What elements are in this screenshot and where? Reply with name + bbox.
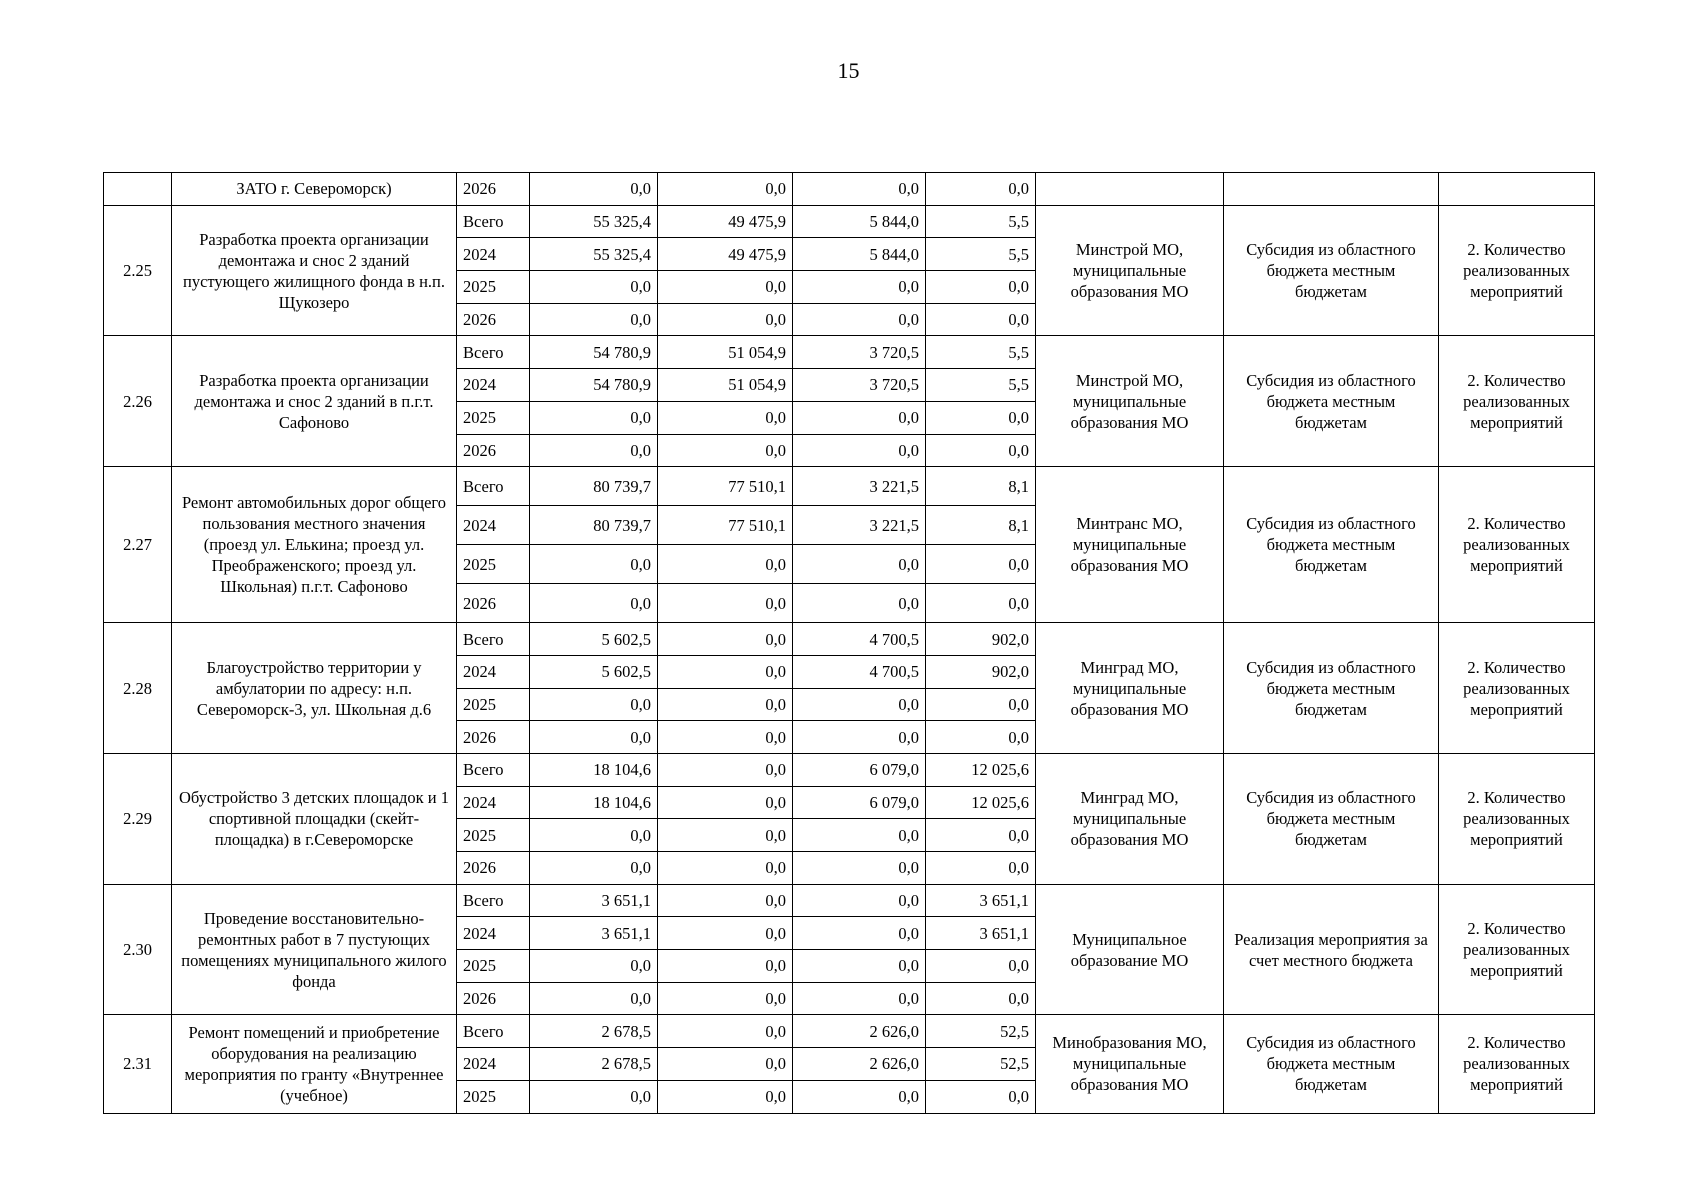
cell-local: 0,0 bbox=[926, 173, 1036, 206]
cell-num: 2.25 bbox=[104, 205, 172, 336]
cell-federal: 0,0 bbox=[658, 917, 793, 950]
cell-federal: 0,0 bbox=[658, 401, 793, 434]
cell-regional: 5 844,0 bbox=[793, 205, 926, 238]
cell-year: 2025 bbox=[457, 271, 530, 304]
cell-year: 2025 bbox=[457, 819, 530, 852]
cell-year: 2024 bbox=[457, 1048, 530, 1081]
cell-local: 0,0 bbox=[926, 434, 1036, 467]
cell-local: 5,5 bbox=[926, 369, 1036, 402]
table-row bbox=[104, 336, 1595, 369]
cell-year: Всего bbox=[457, 205, 530, 238]
cell-year: Всего bbox=[457, 336, 530, 369]
cell-local: 0,0 bbox=[926, 271, 1036, 304]
cell-year: Всего bbox=[457, 1015, 530, 1048]
cell-federal: 51 054,9 bbox=[658, 369, 793, 402]
cell-year: 2026 bbox=[457, 721, 530, 754]
cell-federal: 0,0 bbox=[658, 173, 793, 206]
cell-federal: 0,0 bbox=[658, 545, 793, 584]
cell-federal: 0,0 bbox=[658, 950, 793, 983]
cell-local: 12 025,6 bbox=[926, 786, 1036, 819]
cell-total: 5 602,5 bbox=[530, 623, 658, 656]
cell-regional: 0,0 bbox=[793, 545, 926, 584]
cell-year: 2026 bbox=[457, 584, 530, 623]
cell-regional: 0,0 bbox=[793, 1080, 926, 1113]
cell-federal: 0,0 bbox=[658, 1080, 793, 1113]
cell-name: Разработка проекта организации демонтажа и снос 2 зданий пустующего жилищного фонда в н.п. Щукозеро bbox=[172, 205, 457, 336]
cell-regional: 0,0 bbox=[793, 434, 926, 467]
cell-regional: 0,0 bbox=[793, 271, 926, 304]
cell-total: 0,0 bbox=[530, 303, 658, 336]
cell-total: 0,0 bbox=[530, 950, 658, 983]
cell-total: 0,0 bbox=[530, 721, 658, 754]
cell-responsible bbox=[1036, 173, 1224, 206]
cell-federal: 0,0 bbox=[658, 753, 793, 786]
cell-num: 2.29 bbox=[104, 753, 172, 884]
cell-local: 0,0 bbox=[926, 950, 1036, 983]
table-row bbox=[104, 467, 1595, 506]
cell-federal: 49 475,9 bbox=[658, 205, 793, 238]
cell-federal: 0,0 bbox=[658, 623, 793, 656]
cell-total: 3 651,1 bbox=[530, 917, 658, 950]
cell-total: 0,0 bbox=[530, 401, 658, 434]
cell-local: 0,0 bbox=[926, 852, 1036, 885]
cell-federal: 0,0 bbox=[658, 655, 793, 688]
cell-regional: 0,0 bbox=[793, 884, 926, 917]
cell-local: 5,5 bbox=[926, 336, 1036, 369]
cell-local: 3 651,1 bbox=[926, 917, 1036, 950]
cell-federal: 0,0 bbox=[658, 584, 793, 623]
cell-regional: 5 844,0 bbox=[793, 238, 926, 271]
cell-num: 2.26 bbox=[104, 336, 172, 467]
cell-regional: 4 700,5 bbox=[793, 623, 926, 656]
cell-total: 0,0 bbox=[530, 819, 658, 852]
cell-regional: 0,0 bbox=[793, 688, 926, 721]
cell-year: 2025 bbox=[457, 950, 530, 983]
cell-federal: 0,0 bbox=[658, 1015, 793, 1048]
cell-regional: 3 720,5 bbox=[793, 336, 926, 369]
cell-total: 0,0 bbox=[530, 173, 658, 206]
program-table bbox=[103, 172, 1595, 1114]
cell-year: 2026 bbox=[457, 852, 530, 885]
cell-local: 52,5 bbox=[926, 1048, 1036, 1081]
cell-total: 0,0 bbox=[530, 982, 658, 1015]
cell-local: 0,0 bbox=[926, 819, 1036, 852]
cell-local: 8,1 bbox=[926, 467, 1036, 506]
cell-local: 902,0 bbox=[926, 623, 1036, 656]
cell-responsible: Минград МО, муниципальные образования МО bbox=[1036, 623, 1224, 754]
cell-regional: 3 221,5 bbox=[793, 506, 926, 545]
cell-indicator bbox=[1439, 173, 1595, 206]
cell-source bbox=[1224, 173, 1439, 206]
cell-local: 0,0 bbox=[926, 545, 1036, 584]
cell-total: 5 602,5 bbox=[530, 655, 658, 688]
cell-federal: 0,0 bbox=[658, 819, 793, 852]
cell-federal: 0,0 bbox=[658, 721, 793, 754]
cell-regional: 0,0 bbox=[793, 173, 926, 206]
cell-source: Субсидия из областного бюджета местным бюджетам bbox=[1224, 205, 1439, 336]
cell-regional: 0,0 bbox=[793, 852, 926, 885]
cell-num: 2.27 bbox=[104, 467, 172, 623]
cell-federal: 0,0 bbox=[658, 1048, 793, 1081]
cell-federal: 0,0 bbox=[658, 271, 793, 304]
cell-regional: 0,0 bbox=[793, 917, 926, 950]
cell-total: 0,0 bbox=[530, 434, 658, 467]
cell-year: 2024 bbox=[457, 655, 530, 688]
cell-year: 2026 bbox=[457, 982, 530, 1015]
cell-year: 2025 bbox=[457, 688, 530, 721]
cell-year: 2024 bbox=[457, 506, 530, 545]
cell-year: 2024 bbox=[457, 917, 530, 950]
cell-source: Субсидия из областного бюджета местным бюджетам bbox=[1224, 1015, 1439, 1113]
cell-federal: 51 054,9 bbox=[658, 336, 793, 369]
cell-name: Ремонт автомобильных дорог общего пользования местного значения (проезд ул. Елькина; проезд ул. Преображенского; проезд ул. Школьная) п.г.т. Сафоново bbox=[172, 467, 457, 623]
cell-regional: 2 626,0 bbox=[793, 1048, 926, 1081]
cell-local: 0,0 bbox=[926, 1080, 1036, 1113]
cell-regional: 0,0 bbox=[793, 721, 926, 754]
cell-name: Благоустройство территории у амбулатории по адресу: н.п. Североморск-3, ул. Школьная д.6 bbox=[172, 623, 457, 754]
cell-local: 0,0 bbox=[926, 401, 1036, 434]
cell-year: Всего bbox=[457, 884, 530, 917]
cell-total: 80 739,7 bbox=[530, 467, 658, 506]
cell-year: 2025 bbox=[457, 401, 530, 434]
cell-regional: 3 221,5 bbox=[793, 467, 926, 506]
cell-source: Субсидия из областного бюджета местным бюджетам bbox=[1224, 623, 1439, 754]
cell-name: Ремонт помещений и приобретение оборудования на реализацию мероприятия по гранту «Внутреннее (учебное) bbox=[172, 1015, 457, 1113]
cell-source: Субсидия из областного бюджета местным бюджетам bbox=[1224, 753, 1439, 884]
cell-total: 0,0 bbox=[530, 584, 658, 623]
cell-year: 2024 bbox=[457, 369, 530, 402]
table-row-continuation bbox=[104, 173, 1595, 206]
table-row bbox=[104, 1015, 1595, 1048]
cell-year: 2024 bbox=[457, 238, 530, 271]
cell-total: 80 739,7 bbox=[530, 506, 658, 545]
cell-year: 2025 bbox=[457, 545, 530, 584]
cell-responsible: Минстрой МО, муниципальные образования МО bbox=[1036, 336, 1224, 467]
cell-federal: 0,0 bbox=[658, 303, 793, 336]
cell-indicator: 2. Количество реализованных мероприятий bbox=[1439, 884, 1595, 1015]
cell-total: 3 651,1 bbox=[530, 884, 658, 917]
cell-responsible: Минобразования МО, муниципальные образования МО bbox=[1036, 1015, 1224, 1113]
table-row bbox=[104, 205, 1595, 238]
cell-indicator: 2. Количество реализованных мероприятий bbox=[1439, 623, 1595, 754]
page-number: 15 bbox=[837, 58, 860, 83]
cell-name: ЗАТО г. Североморск) bbox=[172, 173, 457, 206]
cell-local: 5,5 bbox=[926, 205, 1036, 238]
cell-local: 52,5 bbox=[926, 1015, 1036, 1048]
cell-total: 55 325,4 bbox=[530, 205, 658, 238]
cell-year: 2024 bbox=[457, 786, 530, 819]
cell-year: 2026 bbox=[457, 303, 530, 336]
cell-total: 2 678,5 bbox=[530, 1015, 658, 1048]
cell-regional: 0,0 bbox=[793, 819, 926, 852]
cell-local: 12 025,6 bbox=[926, 753, 1036, 786]
cell-year: 2025 bbox=[457, 1080, 530, 1113]
cell-year: Всего bbox=[457, 753, 530, 786]
cell-year: Всего bbox=[457, 467, 530, 506]
cell-regional: 6 079,0 bbox=[793, 753, 926, 786]
cell-federal: 77 510,1 bbox=[658, 506, 793, 545]
table-row bbox=[104, 884, 1595, 917]
cell-indicator: 2. Количество реализованных мероприятий bbox=[1439, 467, 1595, 623]
cell-responsible: Минстрой МО, муниципальные образования МО bbox=[1036, 205, 1224, 336]
cell-regional: 0,0 bbox=[793, 401, 926, 434]
cell-local: 5,5 bbox=[926, 238, 1036, 271]
cell-local: 8,1 bbox=[926, 506, 1036, 545]
cell-total: 0,0 bbox=[530, 688, 658, 721]
cell-regional: 4 700,5 bbox=[793, 655, 926, 688]
cell-year: Всего bbox=[457, 623, 530, 656]
cell-total: 0,0 bbox=[530, 852, 658, 885]
cell-total: 54 780,9 bbox=[530, 369, 658, 402]
cell-local: 0,0 bbox=[926, 721, 1036, 754]
cell-responsible: Минтранс МО, муниципальные образования МО bbox=[1036, 467, 1224, 623]
table-row bbox=[104, 753, 1595, 786]
cell-responsible: Минград МО, муниципальные образования МО bbox=[1036, 753, 1224, 884]
cell-num: 2.31 bbox=[104, 1015, 172, 1113]
cell-regional: 0,0 bbox=[793, 303, 926, 336]
cell-federal: 0,0 bbox=[658, 786, 793, 819]
cell-total: 0,0 bbox=[530, 545, 658, 584]
cell-local: 902,0 bbox=[926, 655, 1036, 688]
cell-name: Обустройство 3 детских площадок и 1 спортивной площадки (скейт-площадка) в г.Североморске bbox=[172, 753, 457, 884]
cell-local: 0,0 bbox=[926, 982, 1036, 1015]
cell-num bbox=[104, 173, 172, 206]
cell-regional: 3 720,5 bbox=[793, 369, 926, 402]
cell-num: 2.30 bbox=[104, 884, 172, 1015]
table-body bbox=[104, 173, 1595, 1114]
cell-year: 2026 bbox=[457, 434, 530, 467]
cell-total: 18 104,6 bbox=[530, 753, 658, 786]
cell-federal: 0,0 bbox=[658, 434, 793, 467]
cell-name: Разработка проекта организации демонтажа и снос 2 зданий в п.г.т. Сафоново bbox=[172, 336, 457, 467]
cell-total: 55 325,4 bbox=[530, 238, 658, 271]
cell-name: Проведение восстановительно-ремонтных работ в 7 пустующих помещениях муниципального жилого фонда bbox=[172, 884, 457, 1015]
cell-federal: 49 475,9 bbox=[658, 238, 793, 271]
cell-source: Субсидия из областного бюджета местным бюджетам bbox=[1224, 467, 1439, 623]
cell-num: 2.28 bbox=[104, 623, 172, 754]
cell-regional: 0,0 bbox=[793, 584, 926, 623]
cell-federal: 0,0 bbox=[658, 884, 793, 917]
cell-total: 2 678,5 bbox=[530, 1048, 658, 1081]
cell-indicator: 2. Количество реализованных мероприятий bbox=[1439, 753, 1595, 884]
cell-indicator: 2. Количество реализованных мероприятий bbox=[1439, 1015, 1595, 1113]
cell-federal: 0,0 bbox=[658, 982, 793, 1015]
cell-local: 0,0 bbox=[926, 303, 1036, 336]
cell-federal: 0,0 bbox=[658, 688, 793, 721]
cell-source: Субсидия из областного бюджета местным бюджетам bbox=[1224, 336, 1439, 467]
cell-year: 2026 bbox=[457, 173, 530, 206]
cell-responsible: Муниципальное образование МО bbox=[1036, 884, 1224, 1015]
cell-local: 0,0 bbox=[926, 688, 1036, 721]
cell-indicator: 2. Количество реализованных мероприятий bbox=[1439, 336, 1595, 467]
cell-local: 0,0 bbox=[926, 584, 1036, 623]
cell-federal: 77 510,1 bbox=[658, 467, 793, 506]
cell-indicator: 2. Количество реализованных мероприятий bbox=[1439, 205, 1595, 336]
cell-local: 3 651,1 bbox=[926, 884, 1036, 917]
cell-total: 0,0 bbox=[530, 1080, 658, 1113]
cell-total: 0,0 bbox=[530, 271, 658, 304]
cell-total: 54 780,9 bbox=[530, 336, 658, 369]
cell-source: Реализация мероприятия за счет местного бюджета bbox=[1224, 884, 1439, 1015]
cell-total: 18 104,6 bbox=[530, 786, 658, 819]
cell-regional: 2 626,0 bbox=[793, 1015, 926, 1048]
table-row bbox=[104, 623, 1595, 656]
cell-federal: 0,0 bbox=[658, 852, 793, 885]
cell-regional: 0,0 bbox=[793, 950, 926, 983]
cell-regional: 0,0 bbox=[793, 982, 926, 1015]
cell-regional: 6 079,0 bbox=[793, 786, 926, 819]
